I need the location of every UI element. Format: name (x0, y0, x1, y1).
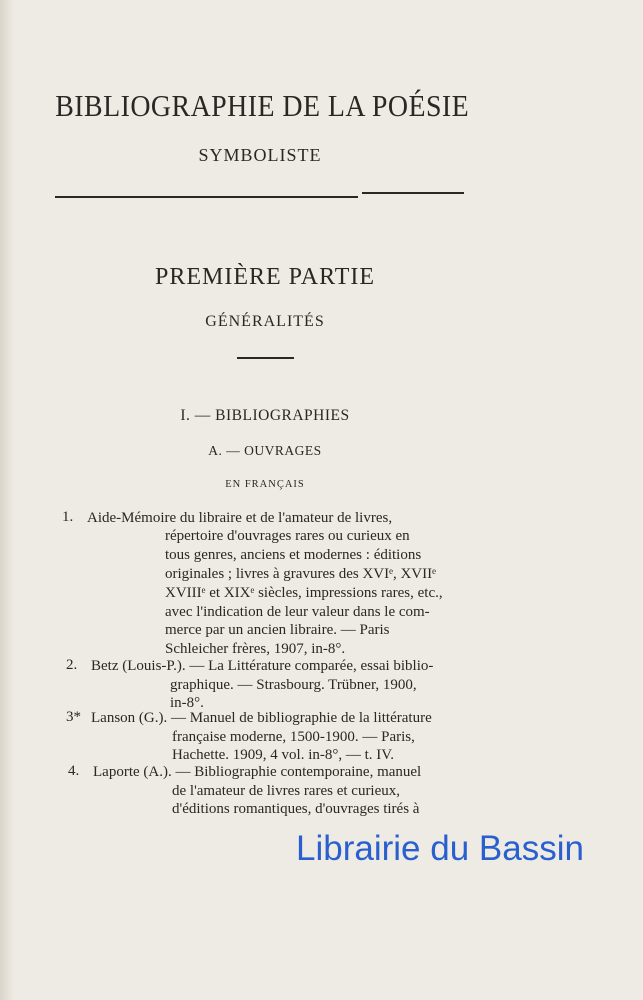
entry-line: Hachette. 1909, 4 vol. in-8°, — t. IV. (172, 747, 394, 763)
section-heading: I. — BIBLIOGRAPHIES (180, 407, 350, 424)
entry-line: Lanson (G.). — Manuel de bibliographie de la littérature (91, 710, 432, 726)
entry-line: Betz (Louis-P.). — La Littérature comparée, essai biblio- (91, 658, 434, 674)
entry-line: avec l'indication de leur valeur dans le com- (165, 604, 430, 620)
entry-line: d'éditions romantiques, d'ouvrages tirés à (172, 801, 420, 817)
entry-line: Schleicher frères, 1907, in-8°. (165, 641, 346, 657)
entry-line: in-8°. (170, 695, 204, 711)
entry-line: originales ; livres à gravures des XVIᵉ, XVIIᵉ (165, 566, 436, 582)
part-rule (237, 357, 294, 359)
entry-line: française moderne, 1500-1900. — Paris, (172, 729, 415, 745)
entry-line: de l'amateur de livres rares et curieux, (172, 783, 401, 799)
entry-line: répertoire d'ouvrages rares ou curieux en (165, 528, 410, 544)
entry-line: Laporte (A.). — Bibliographie contemporaine, manuel (93, 764, 422, 780)
title-rule-right (362, 192, 464, 194)
entry-line: merce par un ancien libraire. — Paris (165, 622, 390, 638)
watermark-text: Librairie du Bassin (296, 829, 584, 868)
part-subtitle: GÉNÉRALITÉS (205, 313, 325, 330)
entry-line: graphique. — Strasbourg. Trübner, 1900, (170, 677, 417, 693)
book-subtitle: SYMBOLISTE (198, 145, 322, 165)
entry-number: 1. (62, 509, 74, 525)
part-title: PREMIÈRE PARTIE (154, 264, 376, 290)
entry-number: 3* (66, 709, 81, 725)
title-rule-left (55, 196, 358, 198)
entry-number: 4. (68, 763, 80, 779)
entry-line: tous genres, anciens et modernes : éditions (165, 547, 422, 563)
entry-line: Aide-Mémoire du libraire et de l'amateur de livres, (87, 510, 393, 526)
language-heading: EN FRANÇAIS (225, 479, 305, 490)
book-title: BIBLIOGRAPHIE DE LA POÉSIE (55, 88, 470, 123)
section-subheading: A. — OUVRAGES (208, 443, 322, 458)
entry-number: 2. (66, 657, 78, 673)
entry-line: XVIIIᵉ et XIXᵉ siècles, impressions rares, etc., (165, 585, 443, 601)
